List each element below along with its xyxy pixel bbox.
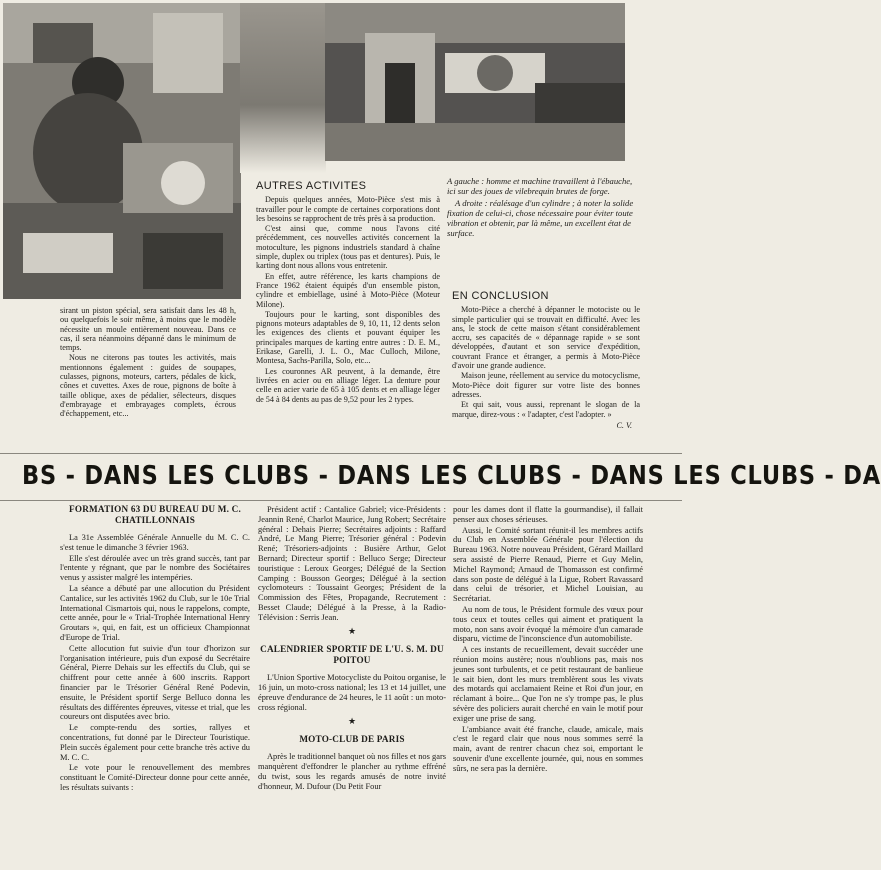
formation-title: FORMATION 63 DU BUREAU DU M. C. CHATILLONNAIS	[69, 504, 241, 525]
photo-machine-detail	[240, 3, 326, 173]
conclusion-paragraph: Et qui sait, vous aussi, reprenant le slogan de la marque, direz-vous : « l'adapter, c'est l'adopter. »	[452, 400, 640, 419]
moto-club-text: Après le traditionnel banquet où nos filles et nos gars manquèrent d'effondrer le plancher au rythme effréné du twist, sous les regards amusés de notre invité d'honneur, M. Dufour (Du Petit Four	[258, 752, 446, 791]
author-signature: C. V.	[616, 420, 632, 430]
photo-machinist-illustration	[3, 3, 241, 299]
photo-caption	[447, 176, 637, 240]
right-lower-column	[453, 505, 643, 775]
conclusion-title: EN CONCLUSION	[452, 290, 549, 302]
separator-star: ★	[347, 715, 357, 726]
banner-bottom-rule	[0, 500, 682, 501]
conclusion-paragraph: Moto-Pièce a cherché à dépanner le motociste ou le simple particulier qui se trouvait en difficulté. Avec les ans, le stock de cette maison s'étant considérablement accru, ses capacités de « dépannage rapide » se sont développées, d'autant et son service d'expédition, couvrant France et étranger, a permis à Moto-Pièce d'avoir une grande audience.	[452, 305, 640, 371]
formation-paragraph: Le vote pour le renouvellement des membres constituant le Comité-Directeur donne pour cette année, les résultats suivants :	[60, 763, 250, 792]
clubs-banner: BS - DANS LES CLUBS - DANS LES CLUBS - DANS LES CLUBS - DA	[22, 461, 881, 491]
formation-paragraph: Cette allocution fut suivie d'un tour d'horizon sur l'organisation intérieure, puis d'un exposé du Secrétaire Général, Pierre Dehais sur les effectifs du Club, qui se chiffrent pour cette année à 600 inscrits. Rapport financier par le Trésorier Général René Podevin, ensuite, le Président sportif Serge Belluco donna les résultats des différentes épreuves, vitesse et trial, que les coureurs ont disputées avec brio.	[60, 643, 250, 722]
autres-activites-title: AUTRES ACTIVITES	[256, 180, 367, 192]
formation-paragraph: La 31e Assemblée Générale Annuelle du M. C. C. s'est tenue le dimanche 3 février 1963.	[60, 533, 250, 552]
moto-club-paragraph: L'ambiance avait été franche, claude, amicale, mais c'est le regard clair que nous nous sommes serré la main, avant de rentrer chacun chez soi, emportant le souvenir d'une excellente journée, qui, nous en sommes sûrs, ne sera pas la dernière.	[453, 724, 643, 773]
top-left-paragraph: Nous ne citerons pas toutes les activités, mais mentionnons également : guides de soupapes, culasses, pignons, moteurs, carters, pédales de kick, cônes et cuvettes. Axes de roue, pignons de boîte à taille oblique, axes de pédalier, sélecteurs, disques d'embrayage et embrayages complets, écrous d'échappement, etc...	[60, 353, 236, 419]
conclusion-paragraph: Maison jeune, réellement au service du motocyclisme, Moto-Pièce doit figurer sur votre liste des bonnes adresses.	[452, 371, 640, 399]
caption-right: A droite : réalésage d'un cylindre ; à noter la solide fixation de celui-ci, chose nécessaire pour éviter toute vibration et obtenir, par là même, un excellent état de surface.	[447, 198, 634, 238]
middle-lower-column	[258, 505, 446, 793]
article-paragraph: Les couronnes AR peuvent, à la demande, être livrées en acier ou en alliage léger. La denture pour celle en acier varie de 65 à 105 dents et en alliage léger de 54 à 84 dents au pas de 9,52 pour les 2 types.	[256, 366, 440, 404]
autres-activites-column	[256, 182, 440, 405]
formation-paragraph: Elle s'est déroulée avec un très grand succès, tant par l'entente y régnant, que par le nombre des Sociétaires venus y assister malgré les intempéries.	[60, 553, 250, 583]
formation-paragraph: Le compte-rendu des sorties, rallyes et concentrations, fut donné par le Directeur Touristique. Plein succès également pour cette branche très active du M. C. C.	[60, 723, 250, 762]
article-paragraph: Depuis quelques années, Moto-Pièce s'est mis à travailler pour le compte de certaines corporations dont les besoins se rapprochent de très près à sa production.	[256, 195, 440, 223]
top-left-column	[60, 306, 236, 420]
article-paragraph: En effet, autre référence, les karts champions de France 1962 étaient équipés d'un ensemble piston, cylindre et embiellage, usiné à Moto-Pièce (Moteur Milone).	[256, 271, 440, 309]
moto-club-paragraph: Au nom de tous, le Président formule des vœux pour tous ceux et toutes celles qui aiment et pratiquent la moto, non sans avoir évoqué la mémoire d'un camarade disparu, victime de l'inconscience d'un automobiliste.	[453, 604, 643, 644]
moto-club-paragraph: pour les dames dont il flatte la gourmandise), il fallait penser aux choses sérieuses.	[453, 505, 643, 524]
formation-paragraph: La séance a débuté par une allocution du Président Cantalice, sur les activités 1962 du Club, sur le 10e Trial International Cismartois qui, nous le rappelons, compte, cette année, pour le « Trial-Trophée International Henry Groutars », qui, en fait, est un officieux Championnat d'Europe de Trial.	[60, 583, 250, 642]
article-paragraph: Toujours pour le karting, sont disponibles des pignons moteurs adaptables de 9, 10, 11, 12 dents selon les exigences des clients et pouvant équiper les principales marques de karting entre autres : D. E. M., Erikase, Garelli, J. L. O., Mac Culloch, Milone, Montesa, Sachs-Parilla, Solo, etc...	[256, 309, 440, 366]
separator-star: ★	[347, 625, 357, 636]
moto-club-paragraph: Aussi, le Comité sortant réunit-il les membres actifs du Club en Assemblée Générale pour l'élection du Bureau 1963. Notre nouveau Président, Gérard Maillard sera assisté de Pierre Renaud, Pierre et Guy Melin, Michel Raymond; Arnaud de Thomasson est confirmé dans son poste de délégué à la Ligue, Robert Ravassard dans celui de trésorier, et Michel Louisian, au Secrétariat.	[453, 525, 643, 604]
caption-left: A gauche : homme et machine travaillent à l'ébauche, ici sur des joues de vilebrequin brutes de forge.	[447, 176, 633, 196]
article-paragraph: C'est ainsi que, comme nous l'avons cité précédemment, ces nouvelles activités concernent la motoculture, les pignons industriels standard à chaîne simple, duplex ou triplex (tous pas et dentures). Puis, le karting dont nous allons vous entretenir.	[256, 224, 440, 271]
moto-club-paragraph: A ces instants de recueillement, devait succéder une réunion moins austère; nous n'oublions pas, mais nos jeunes sont turbulents, et ce petit restaurant de banlieue le sait bien, dont les murs tremblèrent sous les vivats des motards qui acclamaient Reine et Roi d'un jour, en réclamant à boire... Que l'on ne s'y trompe pas, le plus sévère des policiers aurait cherché en vain le motif pour exiger une prise de sang.	[453, 645, 643, 723]
calendrier-text: L'Union Sportive Motocycliste du Poitou organise, le 16 juin, un moto-cross national; les 13 et 14 juillet, une épreuve d'endurance de 24 heures, le 11 août : un moto-cross régional.	[258, 673, 446, 712]
bureau-list: Président actif : Cantalice Gabriel; vice-Présidents : Jeannin René, Charlot Maurice, Jung Robert; Secrétaire général : Dehais Pierre; Secrétaires adjoints : Raffard André, Le Mang Pierre; Trésorier général : Podevin René; Trésoriers-adjoints : Busière Arthur, Gelot Bernard; Directeur sportif : Belluco Serge; Directeur touristique : Leroux Georges; Délégué de la Section Camping : Bousson Georges; Délégué à la section cyclomoteurs : Toussaint Georges; Président de la Commission des Fêtes, Propagande, Recrutement : Besset Claude; Délégué à la Presse, à la Radio-Télévision : Serris Jean.	[258, 505, 446, 622]
top-left-paragraph: sirant un piston spécial, sera satisfait dans les 48 h, ou quelquefois le soir même, à moins que le modèle nécessite un moule entièrement nouveau. Dans ce cas, il sera néanmoins dépanné dans le minimum de temps.	[60, 306, 236, 353]
formation-column	[60, 504, 250, 794]
photo-cylinder-illustration	[325, 3, 625, 161]
photo-cylinder-boring	[325, 3, 625, 161]
conclusion-column	[452, 292, 640, 430]
calendrier-title: CALENDRIER SPORTIF DE L'U. S. M. DU POITOU	[260, 644, 444, 666]
photo-machinist	[3, 3, 241, 299]
moto-club-title: MOTO-CLUB DE PARIS	[299, 734, 405, 745]
